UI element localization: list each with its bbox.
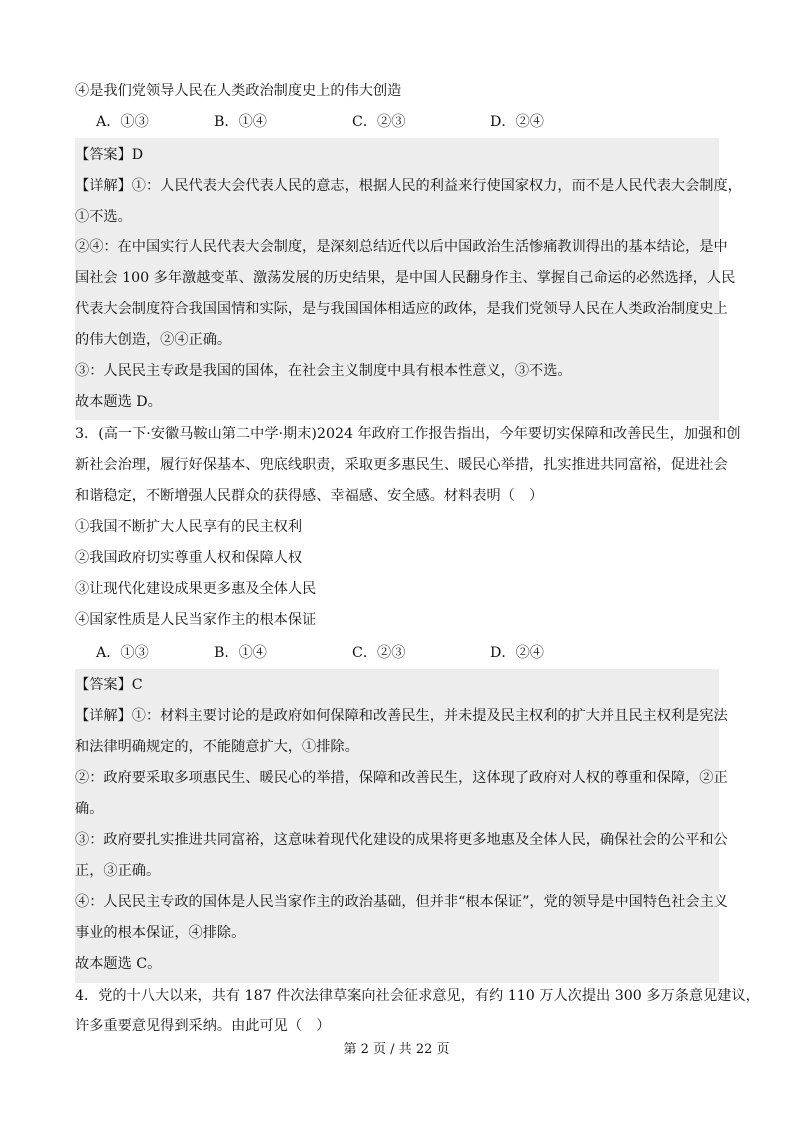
q3-stem-line: 和谐稳定，不断增强人民群众的获得感、幸福感、安全感。材料表明（ ） (75, 488, 544, 504)
q2-detail-line: 【详解】①：人民代表大会代表人民的意志，根据人民的利益来行使国家权力，而不是人民代表大会制度， (75, 178, 742, 194)
q3-option-d: D．②④ (490, 645, 544, 661)
q2-detail-line: 的伟大创造，②④正确。 (75, 332, 232, 348)
q3-stem-line: 新社会治理，履行好保基本、兜底线职责，采取更多惠民生、暖民心举措，扎实推进共同富裕，促进社会 (75, 457, 728, 473)
q2-detail-line: 代表大会制度符合我国国情和实际，是与我国国体相适应的政体，是我们党领导人民在人类政治制度史上 (75, 301, 728, 317)
q3-detail-line: 正，③正确。 (75, 863, 161, 879)
q3-detail-line: 【详解】①：材料主要讨论的是政府如何保障和改善民生，并未提及民主权利的扩大并且民主权利是宪法 (75, 708, 728, 724)
q4-stem-line: 许多重要意见得到采纳。由此可见（ ） (75, 1018, 331, 1034)
q2-answer-block (75, 138, 742, 420)
q3-answer-block (75, 669, 728, 983)
q3-detail-line: 确。 (75, 801, 104, 817)
q3-options (96, 643, 696, 663)
q3-detail-line: ②：政府要采取多项惠民生、暖民心的举措，保障和改善民生，这体现了政府对人权的尊重和保障，②正 (75, 770, 728, 786)
q2-options (96, 112, 696, 132)
q3-item: ③让现代化建设成果更多惠及全体人民 (75, 581, 317, 597)
q3-detail-line: 和法律明确规定的，不能随意扩大，①排除。 (75, 739, 359, 755)
q2-detail-line: 国社会 100 多年激越变革、激荡发展的历史结果，是中国人民翻身作主、掌握自己命运的必然选择，人民 (75, 270, 736, 286)
q2-detail-line: ②④：在中国实行人民代表大会制度，是深刻总结近代以后中国政治生活惨痛教训得出的基本结论，是中 (75, 239, 728, 255)
q3-option-c: C．②③ (352, 645, 406, 661)
q3-item: ①我国不断扩大人民享有的民主权利 (75, 519, 303, 535)
q3-stem-line: 3．(高一下·安徽马鞍山第二中学·期末)2024 年政府工作报告指出，今年要切实保障和改善民生，加强和创 (75, 426, 741, 442)
q3-detail-line: 事业的根本保证，④排除。 (75, 925, 246, 941)
q3-item: ④国家性质是人民当家作主的根本保证 (75, 612, 317, 628)
q2-option-d: D．②④ (490, 114, 544, 130)
q3-detail-line: ③：政府要扎实推进共同富裕，这意味着现代化建设的成果将更多地惠及全体人民，确保社会的公平和公 (75, 832, 728, 848)
q3-answer: 【答案】C (75, 677, 143, 693)
q2-stem-item-4: ④是我们党领导人民在人类政治制度史上的伟大创造 (75, 83, 402, 99)
page-footer: 第 2 页 / 共 22 页 (343, 1042, 450, 1057)
q2-conclusion: 故本题选 D。 (75, 394, 162, 410)
q3-option-b: B．①④ (214, 645, 267, 661)
q2-option-a: A．①③ (96, 114, 149, 130)
q3-detail-line: ④：人民民主专政的国体是人民当家作主的政治基础，但并非“根本保证”，党的领导是中国特色社会主义 (75, 894, 728, 910)
q3-option-a: A．①③ (96, 645, 149, 661)
q4-stem-line: 4．党的十八大以来，共有 187 件次法律草案向社会征求意见，有约 110 万人次提出 300 多万条意见建议， (75, 988, 760, 1004)
q2-answer: 【答案】D (75, 147, 144, 163)
q2-option-b: B．①④ (214, 114, 267, 130)
q3-item: ②我国政府切实尊重人权和保障人权 (75, 550, 303, 566)
q2-option-c: C．②③ (352, 114, 406, 130)
q3-conclusion: 故本题选 C。 (75, 956, 162, 972)
q2-detail-line: ①不选。 (75, 209, 132, 225)
q2-detail-line: ③：人民民主专政是我国的国体，在社会主义制度中具有根本性意义，③不选。 (75, 363, 572, 379)
